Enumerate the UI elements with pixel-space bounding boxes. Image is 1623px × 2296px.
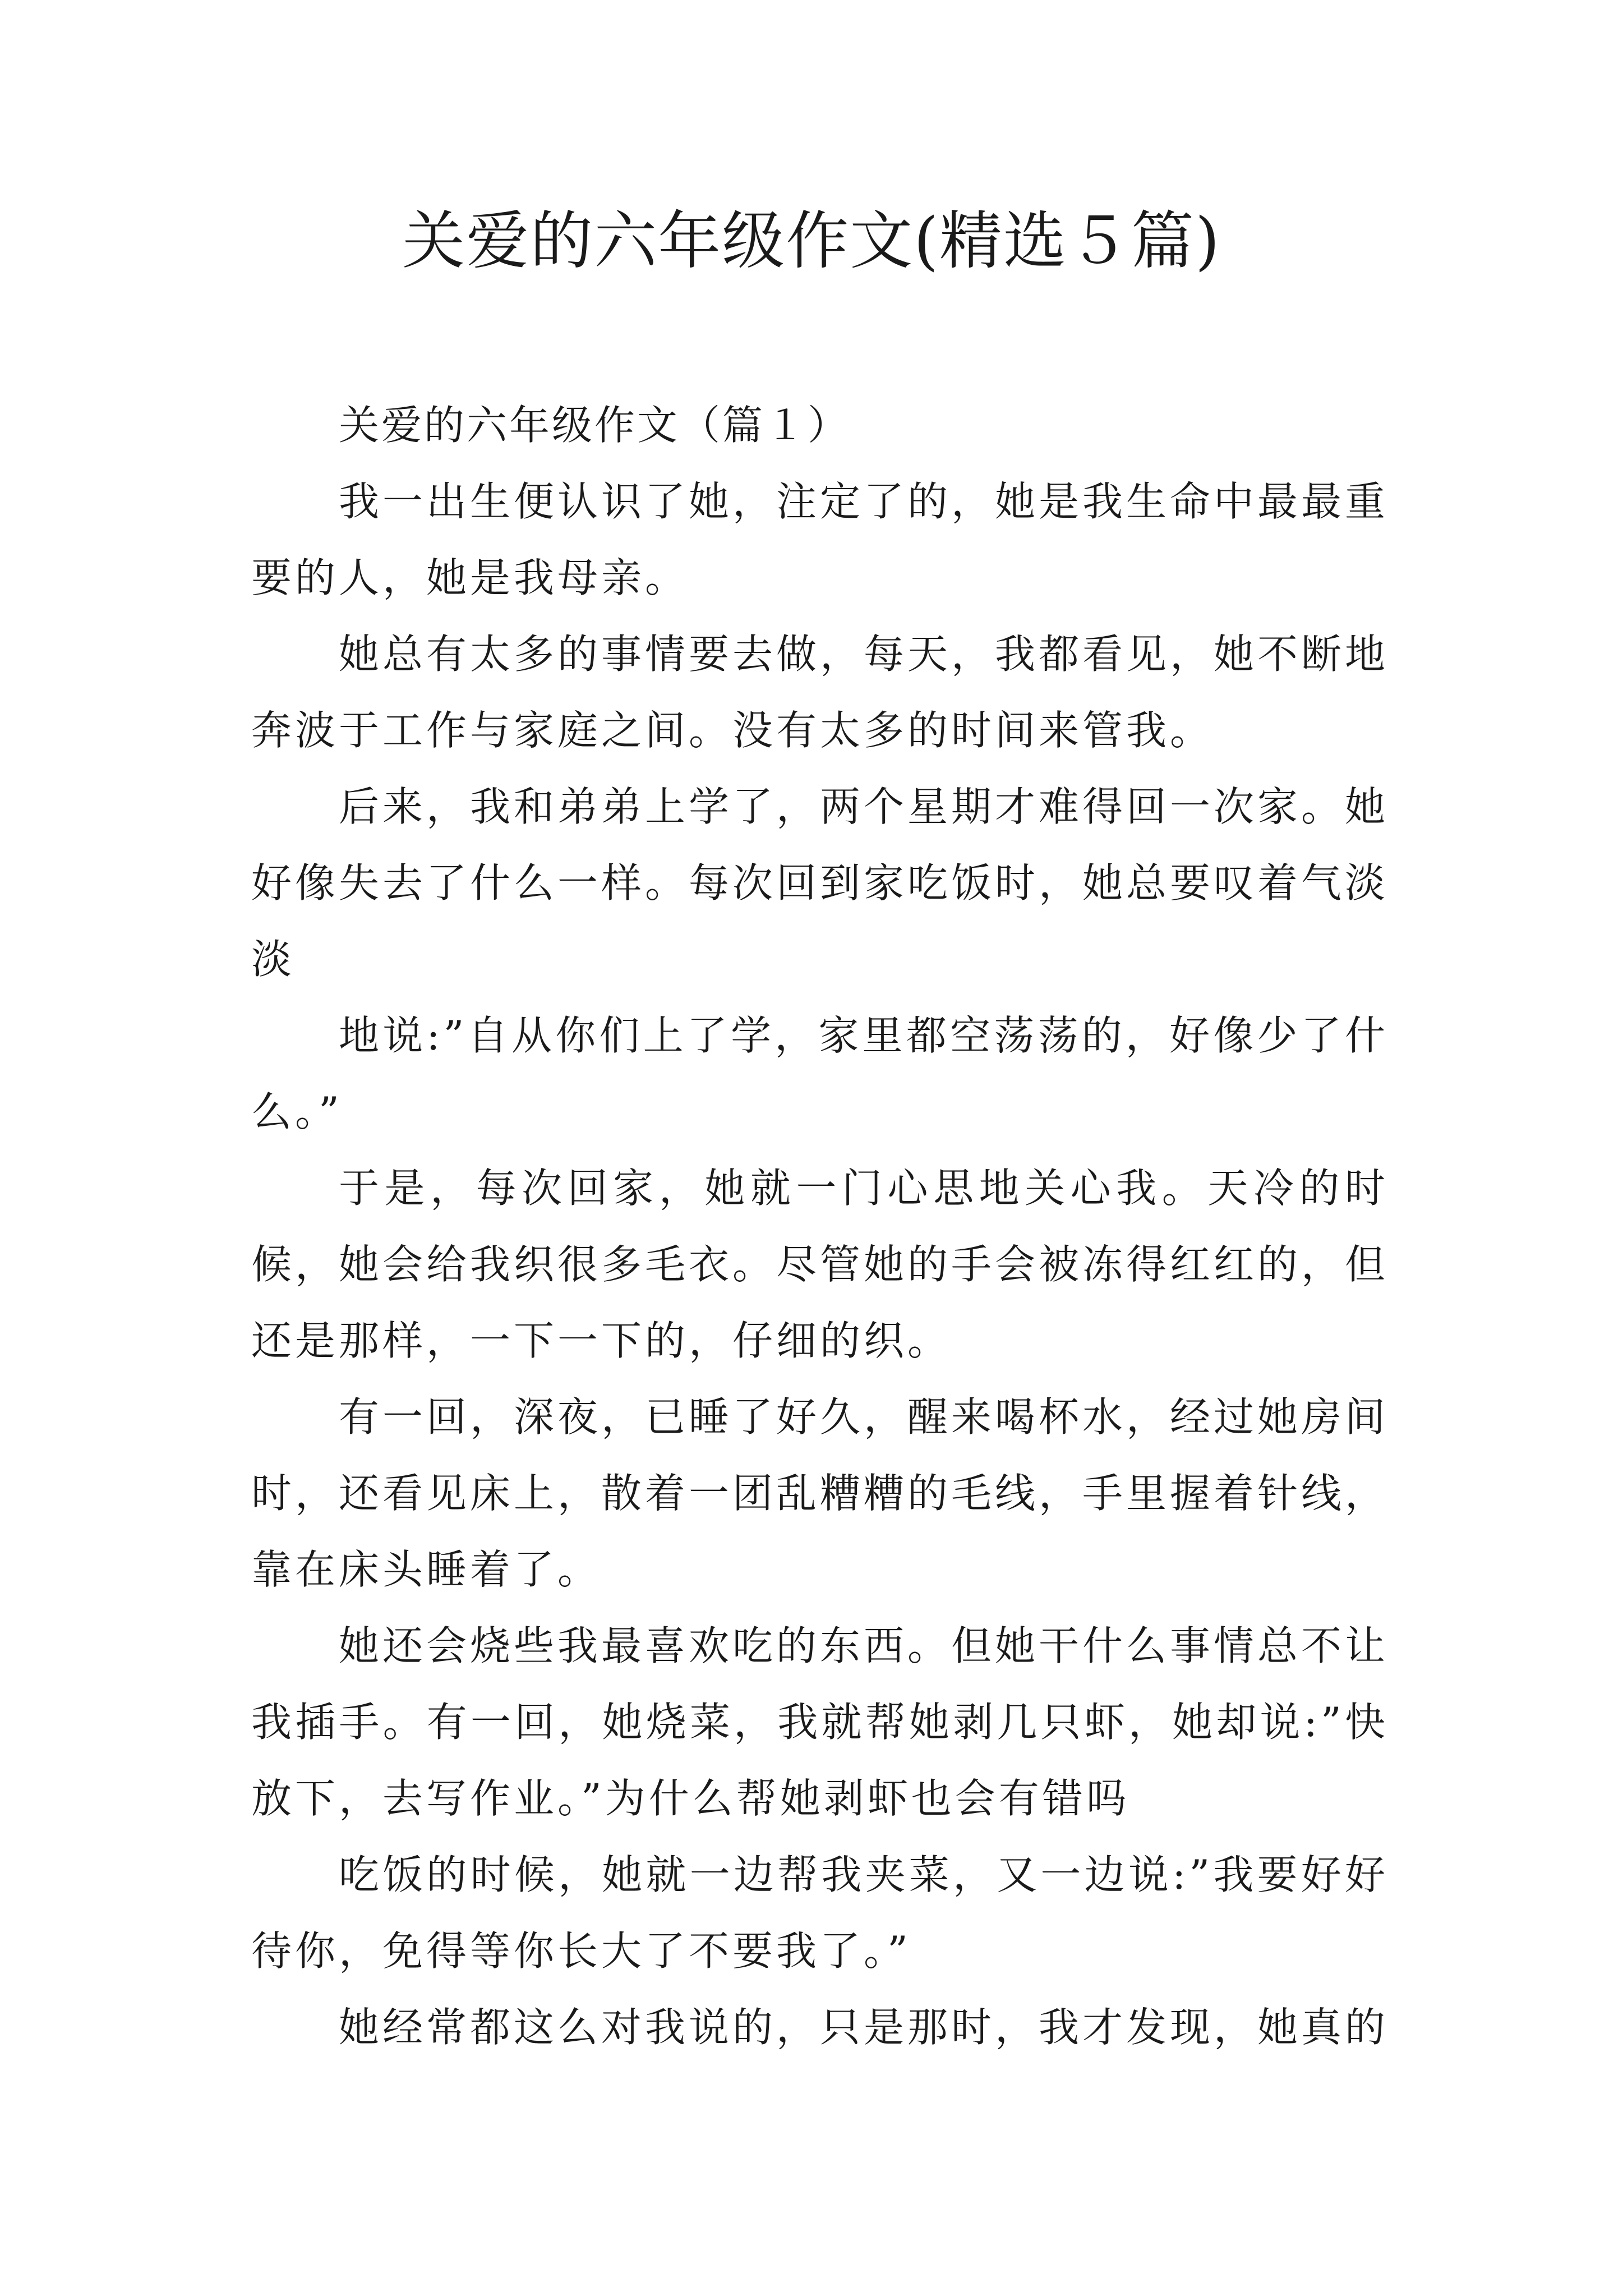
- section-heading: 关爱的六年级作文（篇１）: [339, 402, 851, 449]
- paragraph: 我一出生便认识了她，注定了的，她是我生命中最最重要的人，她是我母亲。: [251, 478, 1389, 601]
- paragraph: 她还会烧些我最喜欢吃的东西。但她干什么事情总不让我插手。有一回，她烧菜，我就帮她剥几只虾，她却说:”快放下，去写作业。”为什么帮她剥虾也会有错吗: [251, 1622, 1389, 1822]
- paragraph: 地说:”自从你们上了学，家里都空荡荡的，好像少了什么。”: [251, 1012, 1389, 1135]
- paragraph: 吃饭的时候，她就一边帮我夹菜，又一边说:”我要好好待你，免得等你长大了不要我了。”: [251, 1851, 1389, 1975]
- paragraph: 她经常都这么对我说的，只是那时，我才发现，她真的: [339, 2004, 1389, 2051]
- paragraph: 后来，我和弟弟上学了，两个星期才难得回一次家。她好像失去了什么一样。每次回到家吃饭时，她总要叹着气淡淡: [251, 783, 1389, 983]
- document-body: [251, 387, 1389, 2065]
- document-title: 关爱的六年级作文(精选５篇): [402, 205, 1221, 278]
- paragraph: 她总有太多的事情要去做，每天，我都看见，她不断地奔波于工作与家庭之间。没有太多的时间来管我。: [251, 631, 1389, 754]
- paragraph: 有一回，深夜，已睡了好久，醒来喝杯水，经过她房间时，还看见床上，散着一团乱糟糟的毛线，手里握着针线，靠在床头睡着了。: [251, 1393, 1389, 1593]
- paragraph: 于是，每次回家，她就一门心思地关心我。天冷的时候，她会给我织很多毛衣。尽管她的手会被冻得红红的，但还是那样，一下一下的，仔细的织。: [251, 1165, 1389, 1364]
